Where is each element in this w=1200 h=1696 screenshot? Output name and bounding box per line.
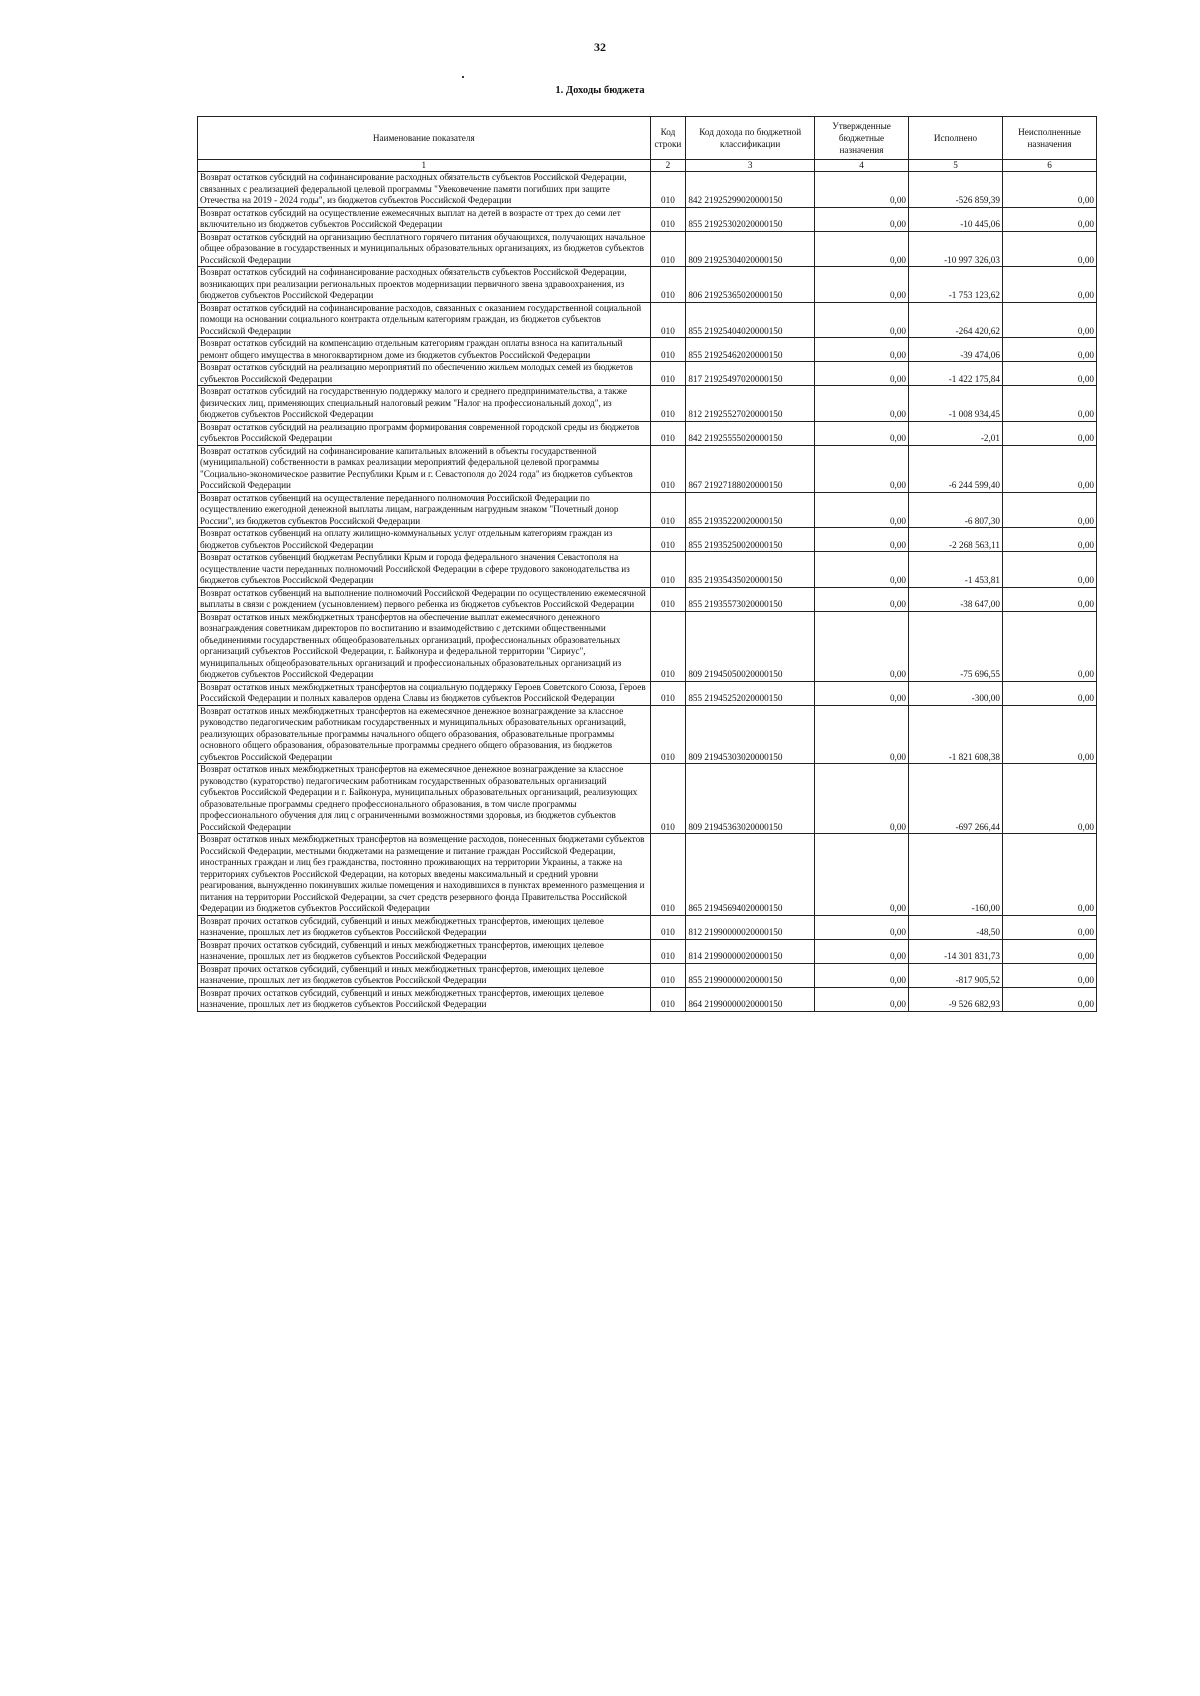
row-name-cell: Возврат остатков иных межбюджетных трансфертов на обеспечение выплат ежемесячного денежного вознаграждения советникам директоров по воспитанию и взаимодействию с детскими общественными объединениями государственных общеобразовательных организаций, профессиональных образовательных организаций субъектов Российской Федерации, г. Байконура и федеральной территории "Сириус", муниципальных общеобразовательных организаций и профессиональных образовательных организаций из бюджетов субъектов Российской Федерации [198, 611, 651, 681]
column-number-row [198, 160, 1097, 172]
row-name-cell: Возврат остатков субсидий на реализацию мероприятий по обеспечению жильем молодых семей из бюджетов субъектов Российской Федерации [198, 362, 651, 386]
row-unexecuted-cell: 0,00 [1003, 231, 1097, 267]
row-executed-cell: -264 420,62 [909, 302, 1003, 338]
row-line-code-cell: 010 [650, 611, 686, 681]
row-line-code-cell: 010 [650, 267, 686, 303]
row-line-code-cell: 010 [650, 915, 686, 939]
scan-speck [462, 76, 464, 78]
row-approved-cell: 0,00 [815, 681, 909, 705]
row-kbk-cell: 812 21990000020000150 [686, 915, 815, 939]
col-number: 2 [650, 160, 686, 172]
row-approved-cell: 0,00 [815, 705, 909, 764]
row-approved-cell: 0,00 [815, 834, 909, 916]
table-row [198, 421, 1097, 445]
row-unexecuted-cell: 0,00 [1003, 421, 1097, 445]
row-executed-cell: -1 453,81 [909, 552, 1003, 588]
table-row [198, 963, 1097, 987]
row-kbk-cell: 814 21990000020000150 [686, 939, 815, 963]
row-kbk-cell: 817 21925497020000150 [686, 362, 815, 386]
row-executed-cell: -14 301 831,73 [909, 939, 1003, 963]
row-executed-cell: -10 997 326,03 [909, 231, 1003, 267]
row-line-code-cell: 010 [650, 172, 686, 208]
row-unexecuted-cell: 0,00 [1003, 915, 1097, 939]
row-line-code-cell: 010 [650, 445, 686, 492]
row-line-code-cell: 010 [650, 302, 686, 338]
row-executed-cell: -75 696,55 [909, 611, 1003, 681]
table-row [198, 764, 1097, 834]
row-name-cell: Возврат прочих остатков субсидий, субвенций и иных межбюджетных трансфертов, имеющих целевое назначение, прошлых лет из бюджетов субъектов Российской Федерации [198, 987, 651, 1011]
row-name-cell: Возврат прочих остатков субсидий, субвенций и иных межбюджетных трансфертов, имеющих целевое назначение, прошлых лет из бюджетов субъектов Российской Федерации [198, 963, 651, 987]
row-approved-cell: 0,00 [815, 987, 909, 1011]
row-unexecuted-cell: 0,00 [1003, 611, 1097, 681]
row-line-code-cell: 010 [650, 421, 686, 445]
budget-revenue-table [197, 116, 1097, 1012]
row-name-cell: Возврат остатков субсидий на софинансирование расходов, связанных с оказанием государственной социальной помощи на основании социального контракта отдельным категориям граждан, из бюджетов субъектов Российской Федерации [198, 302, 651, 338]
col-header-name: Наименование показателя [198, 117, 651, 160]
table-row [198, 172, 1097, 208]
row-approved-cell: 0,00 [815, 386, 909, 422]
row-line-code-cell: 010 [650, 587, 686, 611]
row-executed-cell: -10 445,06 [909, 207, 1003, 231]
table-row [198, 587, 1097, 611]
row-approved-cell: 0,00 [815, 362, 909, 386]
row-executed-cell: -2 268 563,11 [909, 528, 1003, 552]
table-row [198, 834, 1097, 916]
table-header-row [198, 117, 1097, 160]
row-unexecuted-cell: 0,00 [1003, 552, 1097, 588]
col-header-kbk: Код дохода по бюджетной классификации [686, 117, 815, 160]
row-approved-cell: 0,00 [815, 764, 909, 834]
row-approved-cell: 0,00 [815, 445, 909, 492]
row-approved-cell: 0,00 [815, 587, 909, 611]
row-name-cell: Возврат остатков иных межбюджетных трансфертов на ежемесячное денежное вознаграждение за классное руководство педагогическим работникам государственных и муниципальных образовательных организаций, реализующих образовательные программы начального общего образования, образовательные программы основного общего образования, образовательные программы среднего общего образования, из бюджетов субъектов Российской Федерации [198, 705, 651, 764]
row-approved-cell: 0,00 [815, 267, 909, 303]
row-approved-cell: 0,00 [815, 611, 909, 681]
row-name-cell: Возврат прочих остатков субсидий, субвенций и иных межбюджетных трансфертов, имеющих целевое назначение, прошлых лет из бюджетов субъектов Российской Федерации [198, 915, 651, 939]
row-name-cell: Возврат остатков субвенций на оплату жилищно-коммунальных услуг отдельным категориям граждан из бюджетов субъектов Российской Федерации [198, 528, 651, 552]
row-approved-cell: 0,00 [815, 207, 909, 231]
row-name-cell: Возврат остатков субсидий на софинансирование расходных обязательств субъектов Российской Федерации, связанных с реализацией федеральной целевой программы "Увековечение памяти погибших при защите Отечества на 2019 - 2024 годы", из бюджетов субъектов Российской Федерации [198, 172, 651, 208]
row-executed-cell: -2,01 [909, 421, 1003, 445]
row-name-cell: Возврат остатков субвенций на выполнение полномочий Российской Федерации по осуществлению ежемесячной выплаты в связи с рождением (усыновлением) первого ребенка из бюджетов субъектов Российской Федерации [198, 587, 651, 611]
row-executed-cell: -38 647,00 [909, 587, 1003, 611]
row-kbk-cell: 864 21990000020000150 [686, 987, 815, 1011]
row-name-cell: Возврат остатков субсидий на реализацию программ формирования современной городской среды из бюджетов субъектов Российской Федерации [198, 421, 651, 445]
row-approved-cell: 0,00 [815, 231, 909, 267]
row-unexecuted-cell: 0,00 [1003, 987, 1097, 1011]
row-executed-cell: -1 422 175,84 [909, 362, 1003, 386]
row-kbk-cell: 842 21925555020000150 [686, 421, 815, 445]
col-number: 1 [198, 160, 651, 172]
row-kbk-cell: 855 21935220020000150 [686, 492, 815, 528]
row-approved-cell: 0,00 [815, 302, 909, 338]
row-line-code-cell: 010 [650, 764, 686, 834]
table-row [198, 492, 1097, 528]
row-approved-cell: 0,00 [815, 915, 909, 939]
table-row [198, 207, 1097, 231]
row-unexecuted-cell: 0,00 [1003, 302, 1097, 338]
row-unexecuted-cell: 0,00 [1003, 362, 1097, 386]
row-unexecuted-cell: 0,00 [1003, 587, 1097, 611]
row-executed-cell: -697 266,44 [909, 764, 1003, 834]
row-kbk-cell: 855 21935250020000150 [686, 528, 815, 552]
row-kbk-cell: 812 21925527020000150 [686, 386, 815, 422]
row-executed-cell: -817 905,52 [909, 963, 1003, 987]
row-name-cell: Возврат остатков субвенций бюджетам Республики Крым и города федерального значения Севастополя на осуществление части переданных полномочий Российской Федерации в сфере трудового законодательства из бюджетов субъектов Российской Федерации [198, 552, 651, 588]
table-row [198, 445, 1097, 492]
table-row [198, 705, 1097, 764]
row-executed-cell: -160,00 [909, 834, 1003, 916]
table-row [198, 528, 1097, 552]
table-row [198, 231, 1097, 267]
row-name-cell: Возврат прочих остатков субсидий, субвенций и иных межбюджетных трансфертов, имеющих целевое назначение, прошлых лет из бюджетов субъектов Российской Федерации [198, 939, 651, 963]
table-row [198, 386, 1097, 422]
row-name-cell: Возврат остатков субсидий на организацию бесплатного горячего питания обучающихся, получающих начальное общее образование в государственных и муниципальных образовательных организациях, из бюджетов субъектов Российской Федерации [198, 231, 651, 267]
row-line-code-cell: 010 [650, 492, 686, 528]
row-kbk-cell: 855 21945252020000150 [686, 681, 815, 705]
row-executed-cell: -1 821 608,38 [909, 705, 1003, 764]
row-approved-cell: 0,00 [815, 939, 909, 963]
row-unexecuted-cell: 0,00 [1003, 207, 1097, 231]
row-kbk-cell: 806 21925365020000150 [686, 267, 815, 303]
row-approved-cell: 0,00 [815, 552, 909, 588]
row-unexecuted-cell: 0,00 [1003, 963, 1097, 987]
col-number: 4 [815, 160, 909, 172]
row-line-code-cell: 010 [650, 528, 686, 552]
col-number: 5 [909, 160, 1003, 172]
table-row [198, 611, 1097, 681]
col-header-line-code: Код строки [650, 117, 686, 160]
row-name-cell: Возврат остатков иных межбюджетных трансфертов на ежемесячное денежное вознаграждение за классное руководство (кураторство) педагогическим работникам государственных образовательных организаций субъектов Российской Федерации и г. Байконура, муниципальных образовательных организаций, реализующих образовательные программы среднего профессионального образования, в том числе программы профессионального обучения для лиц с ограниченными возможностями здоровья, из бюджетов субъектов Российской Федерации [198, 764, 651, 834]
table-row [198, 552, 1097, 588]
row-unexecuted-cell: 0,00 [1003, 338, 1097, 362]
row-name-cell: Возврат остатков иных межбюджетных трансфертов на возмещение расходов, понесенных бюджетами субъектов Российской Федерации, местными бюджетами на размещение и питание граждан Российской Федерации, иностранных граждан и лиц без гражданства, постоянно проживающих на территории Украины, а также на территориях субъектов Российской Федерации, на которых введены максимальный и средний уровни реагирования, вынужденно покинувших жилые помещения и находившихся в пунктах временного размещения и питания на территории Российской Федерации, за счет средств резервного фонда Правительства Российской Федерации из бюджетов субъектов Российской Федерации [198, 834, 651, 916]
row-executed-cell: -6 244 599,40 [909, 445, 1003, 492]
table-row [198, 267, 1097, 303]
row-approved-cell: 0,00 [815, 492, 909, 528]
row-unexecuted-cell: 0,00 [1003, 528, 1097, 552]
row-unexecuted-cell: 0,00 [1003, 172, 1097, 208]
page-number: 32 [594, 40, 606, 54]
row-line-code-cell: 010 [650, 362, 686, 386]
row-executed-cell: -39 474,06 [909, 338, 1003, 362]
row-unexecuted-cell: 0,00 [1003, 681, 1097, 705]
row-name-cell: Возврат остатков субсидий на компенсацию отдельным категориям граждан оплаты взноса на капитальный ремонт общего имущества в многоквартирном доме из бюджетов субъектов Российской Федерации [198, 338, 651, 362]
row-executed-cell: -300,00 [909, 681, 1003, 705]
row-line-code-cell: 010 [650, 963, 686, 987]
row-line-code-cell: 010 [650, 231, 686, 267]
row-executed-cell: -48,50 [909, 915, 1003, 939]
row-name-cell: Возврат остатков субсидий на осуществление ежемесячных выплат на детей в возрасте от трех до семи лет включительно из бюджетов субъектов Российской Федерации [198, 207, 651, 231]
row-executed-cell: -1 008 934,45 [909, 386, 1003, 422]
col-header-executed: Исполнено [909, 117, 1003, 160]
row-kbk-cell: 855 21925302020000150 [686, 207, 815, 231]
row-kbk-cell: 809 21945050020000150 [686, 611, 815, 681]
table-row [198, 915, 1097, 939]
row-approved-cell: 0,00 [815, 963, 909, 987]
table-row [198, 987, 1097, 1011]
row-kbk-cell: 809 21945363020000150 [686, 764, 815, 834]
col-number: 6 [1003, 160, 1097, 172]
row-line-code-cell: 010 [650, 552, 686, 588]
row-kbk-cell: 855 21990000020000150 [686, 963, 815, 987]
table-row [198, 302, 1097, 338]
row-line-code-cell: 010 [650, 386, 686, 422]
col-number: 3 [686, 160, 815, 172]
row-line-code-cell: 010 [650, 987, 686, 1011]
row-line-code-cell: 010 [650, 939, 686, 963]
row-unexecuted-cell: 0,00 [1003, 939, 1097, 963]
col-header-unexecuted: Неисполненные назначения [1003, 117, 1097, 160]
row-unexecuted-cell: 0,00 [1003, 705, 1097, 764]
row-kbk-cell: 855 21935573020000150 [686, 587, 815, 611]
table-row [198, 681, 1097, 705]
row-name-cell: Возврат остатков субвенций на осуществление переданного полномочия Российской Федерации по осуществлению ежегодной денежной выплаты лицам, награжденным нагрудным знаком "Почетный донор России", из бюджетов субъектов Российской Федерации [198, 492, 651, 528]
table-row [198, 362, 1097, 386]
row-name-cell: Возврат остатков субсидий на софинансирование капитальных вложений в объекты государственной (муниципальной) собственности в рамках реализации мероприятий федеральной целевой программы "Социально-экономическое развитие Республики Крым и г. Севастополя до 2024 года" из бюджетов субъектов Российской Федерации [198, 445, 651, 492]
row-kbk-cell: 842 21925299020000150 [686, 172, 815, 208]
table-body [198, 172, 1097, 1012]
row-name-cell: Возврат остатков субсидий на государственную поддержку малого и среднего предпринимательства, а также физических лиц, применяющих специальный налоговый режим "Налог на профессиональный доход", из бюджетов субъектов Российской Федерации [198, 386, 651, 422]
row-line-code-cell: 010 [650, 338, 686, 362]
row-kbk-cell: 855 21925462020000150 [686, 338, 815, 362]
table-row [198, 338, 1097, 362]
row-unexecuted-cell: 0,00 [1003, 492, 1097, 528]
row-line-code-cell: 010 [650, 207, 686, 231]
row-kbk-cell: 865 21945694020000150 [686, 834, 815, 916]
row-kbk-cell: 855 21925404020000150 [686, 302, 815, 338]
row-kbk-cell: 809 21945303020000150 [686, 705, 815, 764]
row-line-code-cell: 010 [650, 834, 686, 916]
row-name-cell: Возврат остатков иных межбюджетных трансфертов на социальную поддержку Героев Советского Союза, Героев Российской Федерации и полных кавалеров ордена Славы из бюджетов субъектов Российской Федерации [198, 681, 651, 705]
section-title: 1. Доходы бюджета [555, 85, 645, 96]
row-line-code-cell: 010 [650, 705, 686, 764]
row-unexecuted-cell: 0,00 [1003, 445, 1097, 492]
row-executed-cell: -6 807,30 [909, 492, 1003, 528]
row-unexecuted-cell: 0,00 [1003, 267, 1097, 303]
row-kbk-cell: 835 21935435020000150 [686, 552, 815, 588]
row-approved-cell: 0,00 [815, 421, 909, 445]
row-executed-cell: -1 753 123,62 [909, 267, 1003, 303]
row-kbk-cell: 867 21927188020000150 [686, 445, 815, 492]
row-unexecuted-cell: 0,00 [1003, 834, 1097, 916]
col-header-approved: Утвержденные бюджетные назначения [815, 117, 909, 160]
row-line-code-cell: 010 [650, 681, 686, 705]
row-executed-cell: -9 526 682,93 [909, 987, 1003, 1011]
row-kbk-cell: 809 21925304020000150 [686, 231, 815, 267]
row-approved-cell: 0,00 [815, 338, 909, 362]
row-approved-cell: 0,00 [815, 172, 909, 208]
row-name-cell: Возврат остатков субсидий на софинансирование расходных обязательств субъектов Российской Федерации, возникающих при реализации региональных проектов модернизации первичного звена здравоохранения, из бюджетов субъектов Российской Федерации [198, 267, 651, 303]
row-executed-cell: -526 859,39 [909, 172, 1003, 208]
row-approved-cell: 0,00 [815, 528, 909, 552]
row-unexecuted-cell: 0,00 [1003, 764, 1097, 834]
row-unexecuted-cell: 0,00 [1003, 386, 1097, 422]
table-row [198, 939, 1097, 963]
